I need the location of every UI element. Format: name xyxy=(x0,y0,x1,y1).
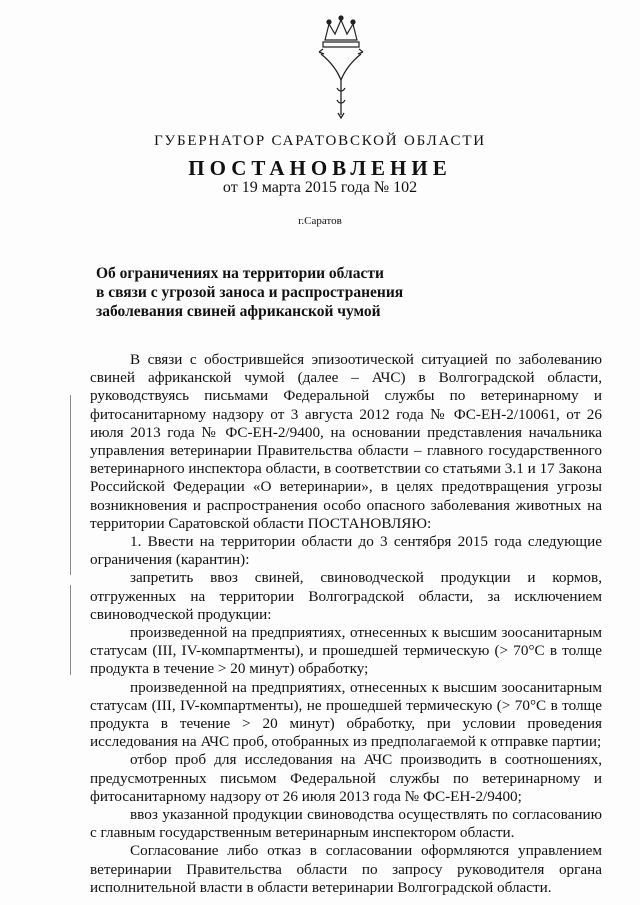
paragraph-item-1: 1. Ввести на территории области до 3 сентября 2015 года следующие ограничения (карантин): xyxy=(90,533,602,569)
title-line: Об ограничениях на территории области xyxy=(96,265,384,282)
authority-name: ГУБЕРНАТОР САРАТОВСКОЙ ОБЛАСТИ xyxy=(154,133,486,149)
paragraph: Согласование либо отказ в согласовании оформляются управлением ветеринарии Правительства области по запросу руководителя органа исполнительной власти в области ветеринарии Волгоградской области. xyxy=(90,842,602,896)
document-date-number: от 19 марта 2015 года № 102 xyxy=(222,179,418,196)
document-body xyxy=(90,351,602,897)
paragraph: отбор проб для исследования на АЧС производить в соотношениях, предусмотренных письмом Федеральной службы по ветеринарному и фитосанитарному надзору от 26 июля 2013 года № ФС-ЕН-2/9400; xyxy=(90,751,602,805)
coat-of-arms-emblem xyxy=(305,10,377,120)
title-line: заболевания свиней африканской чумой xyxy=(96,303,381,320)
paragraph: ввоз указанной продукции свиноводства осуществлять по согласованию с главным государственным ветеринарным инспектором области. xyxy=(90,806,602,842)
paragraph-preamble: В связи с обострившейся эпизоотической ситуацией по заболеванию свиней африканской чумой (далее – АЧС) в Волгоградской области, руководствуясь письмами Федеральной службы по ветеринарному и фитосанитарному надзору от 3 августа 2012 года № ФС-ЕН-2/10061, от 26 июля 2013 года № ФС-ЕН-2/9400, на основании представления начальника управления ветеринарии Правительства области – главного государственного ветеринарного инспектора области, в соответствии со статьями 3.1 и 17 Закона Российской Федерации «О ветеринарии», в целях предотвращения угрозы возникновения и распространения особо опасного заболевания животных на территории Саратовской области ПОСТАНОВЛЯЮ: xyxy=(90,351,602,532)
document-type: ПОСТАНОВЛЕНИЕ xyxy=(188,156,452,180)
paragraph: запретить ввоз свиней, свиноводческой продукции и кормов, отгруженных на территории Волгоградской области, за исключением свиноводческой продукции: xyxy=(90,569,602,623)
paragraph: произведенной на предприятиях, отнесенных к высшим зоосанитарным статусам (III, IV-компартменты), не прошедшей термическую (> 70°С в толще продукта в течение > 20 минут) обработку, при условии проведения исследования на АЧС проб, отобранных из предполагаемой к отправке партии; xyxy=(90,678,602,751)
margin-line xyxy=(70,585,71,675)
margin-line xyxy=(70,395,71,575)
paragraph: произведенной на предприятиях, отнесенных к высшим зоосанитарным статусам (III, IV-компартменты), и прошедшей термическую (> 70°С в толще продукта в течение > 20 минут) обработку; xyxy=(90,624,602,678)
document-place: г.Саратов xyxy=(298,215,342,227)
document-title xyxy=(96,264,516,321)
title-line: в связи с угрозой заноса и распространения xyxy=(96,284,404,301)
